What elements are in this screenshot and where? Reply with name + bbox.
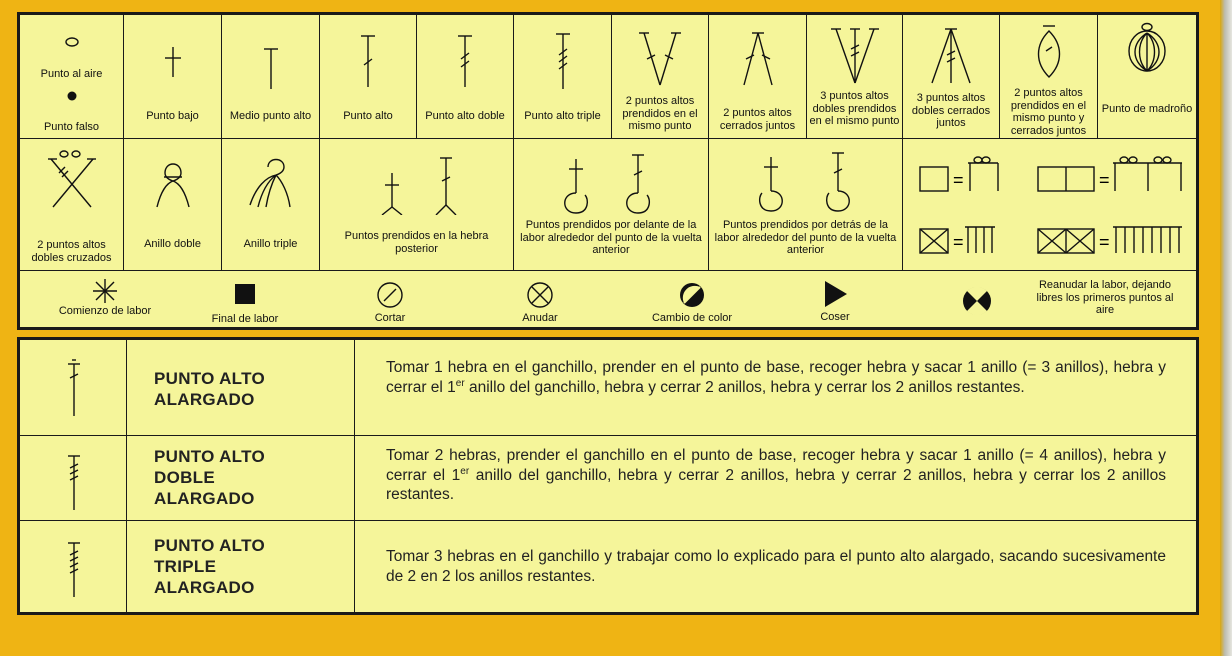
double-loop-icon [153,157,193,209]
stitch-table [17,337,1199,615]
elongated-tr-icon [64,450,84,512]
legend-label: 2 puntos altos cerrados juntos [719,107,796,132]
front-post-icon [531,151,691,215]
double-treble-icon [548,31,578,91]
play-triangle-icon [821,279,849,309]
single-crochet-icon [158,45,188,79]
legend-cell [222,15,320,139]
legend-label: Punto falso [43,121,100,133]
legend-label: Anillo triple [243,238,298,250]
back-loop-icon [342,155,492,215]
stitch-name: PUNTO ALTO TRIPLE ALARGADO [154,536,265,597]
half-double-icon [256,45,286,91]
legend-label: Coser [820,311,850,323]
legend-cell [222,139,320,271]
stitch-description: Tomar 3 hebras en el ganchillo y trabajar como lo explicado para el punto alto alargado, sacando sucesivamente de 2 en 2 los anillos restantes. [386,548,1166,585]
legend-label: Punto alto doble [425,110,505,122]
double-crochet-icon [353,33,383,89]
legend-cell [807,15,903,139]
legend-label: Punto alto triple [524,110,601,122]
legend-label: 2 puntos altos prendidos en el mismo punto y cerrados juntos [1010,87,1087,137]
legend-cell [417,15,514,139]
legend-symbol-color-change [632,281,752,325]
legend-cell [903,15,1000,139]
legend-label: 2 puntos altos prendidos en el mismo punto [622,95,698,132]
elongated-dc-icon [64,358,84,418]
legend-cell [1000,15,1098,139]
legend-label: Comienzo de labor [58,305,152,317]
chain-stitch-icon [62,35,82,49]
legend-symbol-start [50,277,160,318]
stitch-name: PUNTO ALTO ALARGADO [154,369,265,409]
quartered-circle-icon [961,285,993,317]
legend-cell [320,139,514,271]
legend-label: Punto al aire [40,68,103,80]
elongated-dtr-icon [64,537,84,599]
legend-label: Punto de madroño [1101,103,1193,115]
half-filled-circle-icon [678,281,706,309]
two-dc-together-icon [736,29,780,87]
legend-label: Cortar [374,312,406,324]
legend-cell [612,15,709,139]
legend-label-resume: Reanudar la labor, dejando libres los primeros puntos al aire [1036,279,1174,316]
legend-cell [124,139,222,271]
legend-label: Punto bajo [146,110,199,122]
page-edge [1220,0,1232,656]
stitch-name: PUNTO ALTO DOBLE ALARGADO [154,447,265,508]
bobble-stitch-icon [1125,21,1169,79]
slip-stitch-icon [62,89,82,103]
svg-text:=: = [952,170,964,190]
slashed-circle-icon [376,281,404,309]
filet-legend-cell [903,139,1196,271]
legend-label: Puntos prendidos por delante de la labor alrededor del punto de la vuelta anterior [520,219,702,256]
stitch-description: Tomar 1 hebra en el ganchillo, prender en el punto de base, recoger hebra y sacar 1 anillo (= 3 anillos), hebra y cerrar el 1er anillo del ganchillo, hebra y cerrar 2 anillos, hebra y cerrar los 2 anillos restantes. [386,359,1166,396]
table-cell-symbol [20,521,127,612]
table-row [20,340,1196,436]
black-square-icon [234,283,256,305]
legend-label: Cambio de color [651,312,733,324]
legend-label: Anudar [522,312,558,324]
table-cell-symbol [20,340,127,435]
two-dc-same-stitch-icon [638,29,682,87]
table-cell-symbol [20,436,127,520]
legend-symbol-cut [340,281,440,325]
legend-cell [124,15,222,139]
cluster-icon [1029,23,1069,81]
legend-cell [514,15,612,139]
three-tr-same-stitch-icon [830,25,880,85]
crossed-tr-icon [47,149,97,209]
svg-text:=: = [952,232,964,252]
svg-text:=: = [1098,170,1110,190]
legend-label: Puntos prendidos por detrás de la labor alrededor del punto de la vuelta anterior [714,219,897,256]
legend-symbol-sew [785,279,885,324]
legend-label: Final de labor [211,313,279,325]
legend-label: 2 puntos altos dobles cruzados [31,239,112,264]
filet-mesh-icon [910,143,1190,267]
treble-icon [450,33,480,89]
three-tr-together-icon [926,25,976,85]
symbol-legend [17,12,1199,330]
legend-label: Punto alto [343,110,393,122]
back-post-icon [726,149,886,213]
legend-label: Medio punto alto [229,110,312,122]
crossed-circle-icon [526,281,554,309]
legend-symbol-end [180,283,310,326]
legend-cell-chain-slip [20,15,124,139]
legend-symbol-knot [490,281,590,325]
legend-cell [709,15,807,139]
legend-cell [320,15,417,139]
stitch-description: Tomar 2 hebras, prender el ganchillo en el punto de base, recoger hebra y sacar 1 anillo (= 4 anillos), hebra y cerrar el 1er anillo del ganchillo, hebra y cerrar 2 anillos, hebra y cerrar 2 anillos, hebra y cerrar los 2 anillos restantes. [386,447,1167,503]
legend-cell [514,139,709,271]
triple-loop-icon [246,153,296,209]
table-row [20,521,1196,612]
legend-label: 3 puntos altos dobles cerrados juntos [911,92,991,129]
asterisk-icon [91,277,119,305]
legend-label: Anillo doble [144,238,201,250]
legend-cell [1098,15,1196,139]
legend-label: Puntos prendidos en la hebra posterior [344,230,489,255]
legend-cell [709,139,903,271]
svg-text:=: = [1098,232,1110,252]
legend-label: 3 puntos altos dobles prendidos en el mismo punto [809,90,900,127]
table-row [20,436,1196,521]
legend-symbol-resume [960,285,994,317]
legend-cell [20,139,124,271]
